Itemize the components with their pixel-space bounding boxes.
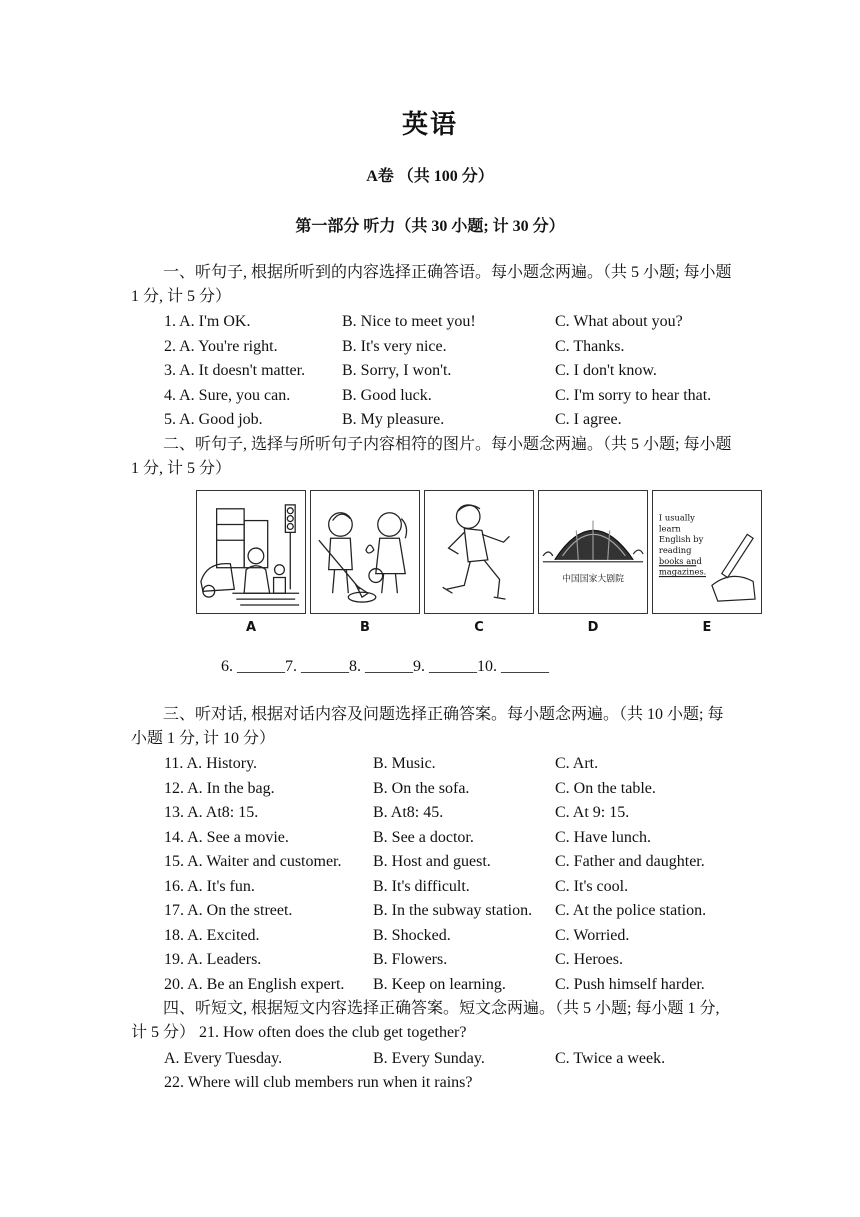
option-a: 15. A. Waiter and customer. bbox=[164, 853, 342, 870]
option-a: 20. A. Be an English expert. bbox=[164, 976, 345, 993]
svg-text:中国国家大剧院: 中国国家大剧院 bbox=[562, 574, 624, 585]
question-row bbox=[164, 384, 764, 408]
option-a: 19. A. Leaders. bbox=[164, 951, 262, 968]
page-title: 英语 bbox=[401, 110, 458, 140]
option-b: B. Shocked. bbox=[373, 927, 451, 944]
section4-instruction: 四、听短文, 根据短文内容选择正确答案。短文念两遍。（共 5 小题; 每小题 1 分, 计 5 分） 21. How often does the club get together? bbox=[131, 1000, 720, 1041]
svg-text:I usually: I usually bbox=[658, 512, 695, 523]
option-b: B. See a doctor. bbox=[373, 829, 474, 846]
option-b: B. Every Sunday. bbox=[373, 1050, 485, 1067]
answer-blanks: 6. ______7. ______8. ______9. ______10. ______ bbox=[221, 658, 549, 675]
svg-text:books and: books and bbox=[658, 555, 702, 566]
question-row bbox=[164, 310, 764, 334]
option-b: B. It's difficult. bbox=[373, 878, 470, 895]
option-a: 17. A. On the street. bbox=[164, 902, 293, 919]
question-row bbox=[164, 875, 764, 899]
option-c: C. Thanks. bbox=[555, 338, 625, 355]
question-row bbox=[164, 899, 764, 923]
option-c: C. I don't know. bbox=[555, 362, 657, 379]
option-c: C. Worried. bbox=[555, 927, 630, 944]
option-b: B. Host and guest. bbox=[373, 853, 491, 870]
question-row bbox=[164, 359, 764, 383]
svg-text:learn: learn bbox=[658, 523, 681, 534]
picture-d-national-theater bbox=[538, 490, 648, 614]
question-row bbox=[164, 408, 764, 432]
section1-instruction: 一、听句子, 根据所听到的内容选择正确答语。每小题念两遍。（共 5 小题; 每小题 1 分, 计 5 分） bbox=[131, 264, 732, 305]
picture-label: D bbox=[587, 620, 599, 635]
option-a: 5. A. Good job. bbox=[164, 411, 263, 428]
option-c: C. Father and daughter. bbox=[555, 853, 705, 870]
question-row bbox=[164, 752, 764, 776]
part1-title: 第一部分 听力（共 30 小题; 计 30 分） bbox=[295, 218, 565, 235]
option-b: B. Music. bbox=[373, 755, 436, 772]
question-22: 22. Where will club members run when it rains? bbox=[164, 1074, 473, 1091]
option-a: 11. A. History. bbox=[164, 755, 258, 772]
question-row bbox=[164, 924, 764, 948]
option-c: C. Art. bbox=[555, 755, 599, 772]
option-c: C. I'm sorry to hear that. bbox=[555, 387, 712, 404]
section3-instruction: 三、听对话, 根据对话内容及问题选择正确答案。每小题念两遍。（共 10 小题; 每小题 1 分, 计 10 分） bbox=[131, 706, 724, 747]
paper-subtitle: A卷 （共 100 分） bbox=[366, 168, 494, 185]
question-row bbox=[164, 948, 764, 972]
option-b: B. On the sofa. bbox=[373, 780, 470, 797]
picture-b-planting-tree bbox=[310, 490, 420, 614]
option-c: C. It's cool. bbox=[555, 878, 629, 895]
picture-label: E bbox=[702, 620, 712, 635]
svg-text:English by: English by bbox=[658, 534, 704, 545]
option-c: C. Push himself harder. bbox=[555, 976, 705, 993]
question-row bbox=[164, 335, 764, 359]
picture-c-running-boy bbox=[424, 490, 534, 614]
section2-instruction: 二、听句子, 选择与所听句子内容相符的图片。每小题念两遍。（共 5 小题; 每小题 1 分, 计 5 分） bbox=[131, 436, 732, 477]
question-row bbox=[164, 801, 764, 825]
question-row bbox=[164, 1047, 764, 1071]
option-b: B. It's very nice. bbox=[342, 338, 447, 355]
picture-label: B bbox=[360, 620, 370, 635]
option-a: 2. A. You're right. bbox=[164, 338, 278, 355]
option-a: 1. A. I'm OK. bbox=[164, 313, 251, 330]
option-a: 16. A. It's fun. bbox=[164, 878, 255, 895]
option-c: C. Twice a week. bbox=[555, 1050, 666, 1067]
option-b: B. Keep on learning. bbox=[373, 976, 506, 993]
question-row bbox=[164, 777, 764, 801]
option-c: C. What about you? bbox=[555, 313, 683, 330]
option-c: C. Have lunch. bbox=[555, 829, 651, 846]
option-c: C. At 9: 15. bbox=[555, 804, 630, 821]
option-b: B. Flowers. bbox=[373, 951, 448, 968]
picture-e-reading-note bbox=[652, 490, 762, 614]
option-a: 13. A. At8: 15. bbox=[164, 804, 259, 821]
option-c: C. On the table. bbox=[555, 780, 656, 797]
option-b: B. Good luck. bbox=[342, 387, 432, 404]
option-c: C. Heroes. bbox=[555, 951, 623, 968]
question-row bbox=[164, 973, 764, 997]
picture-label: A bbox=[245, 620, 257, 635]
svg-text:magazines.: magazines. bbox=[658, 566, 707, 577]
question-row bbox=[164, 850, 764, 874]
svg-text:reading: reading bbox=[658, 544, 692, 555]
option-b: B. My pleasure. bbox=[342, 411, 445, 428]
question-text bbox=[164, 1071, 764, 1095]
option-a: A. Every Tuesday. bbox=[164, 1050, 283, 1067]
option-c: C. I agree. bbox=[555, 411, 622, 428]
question-row bbox=[164, 826, 764, 850]
option-a: 3. A. It doesn't matter. bbox=[164, 362, 306, 379]
option-a: 12. A. In the bag. bbox=[164, 780, 275, 797]
option-c: C. At the police station. bbox=[555, 902, 707, 919]
picture-a-street-crossing bbox=[196, 490, 306, 614]
option-a: 18. A. Excited. bbox=[164, 927, 260, 944]
option-b: B. At8: 45. bbox=[373, 804, 444, 821]
option-b: B. In the subway station. bbox=[373, 902, 533, 919]
picture-options bbox=[196, 490, 764, 640]
option-a: 14. A. See a movie. bbox=[164, 829, 289, 846]
option-b: B. Nice to meet you! bbox=[342, 313, 476, 330]
option-b: B. Sorry, I won't. bbox=[342, 362, 452, 379]
picture-label: C bbox=[474, 620, 484, 635]
option-a: 4. A. Sure, you can. bbox=[164, 387, 291, 404]
